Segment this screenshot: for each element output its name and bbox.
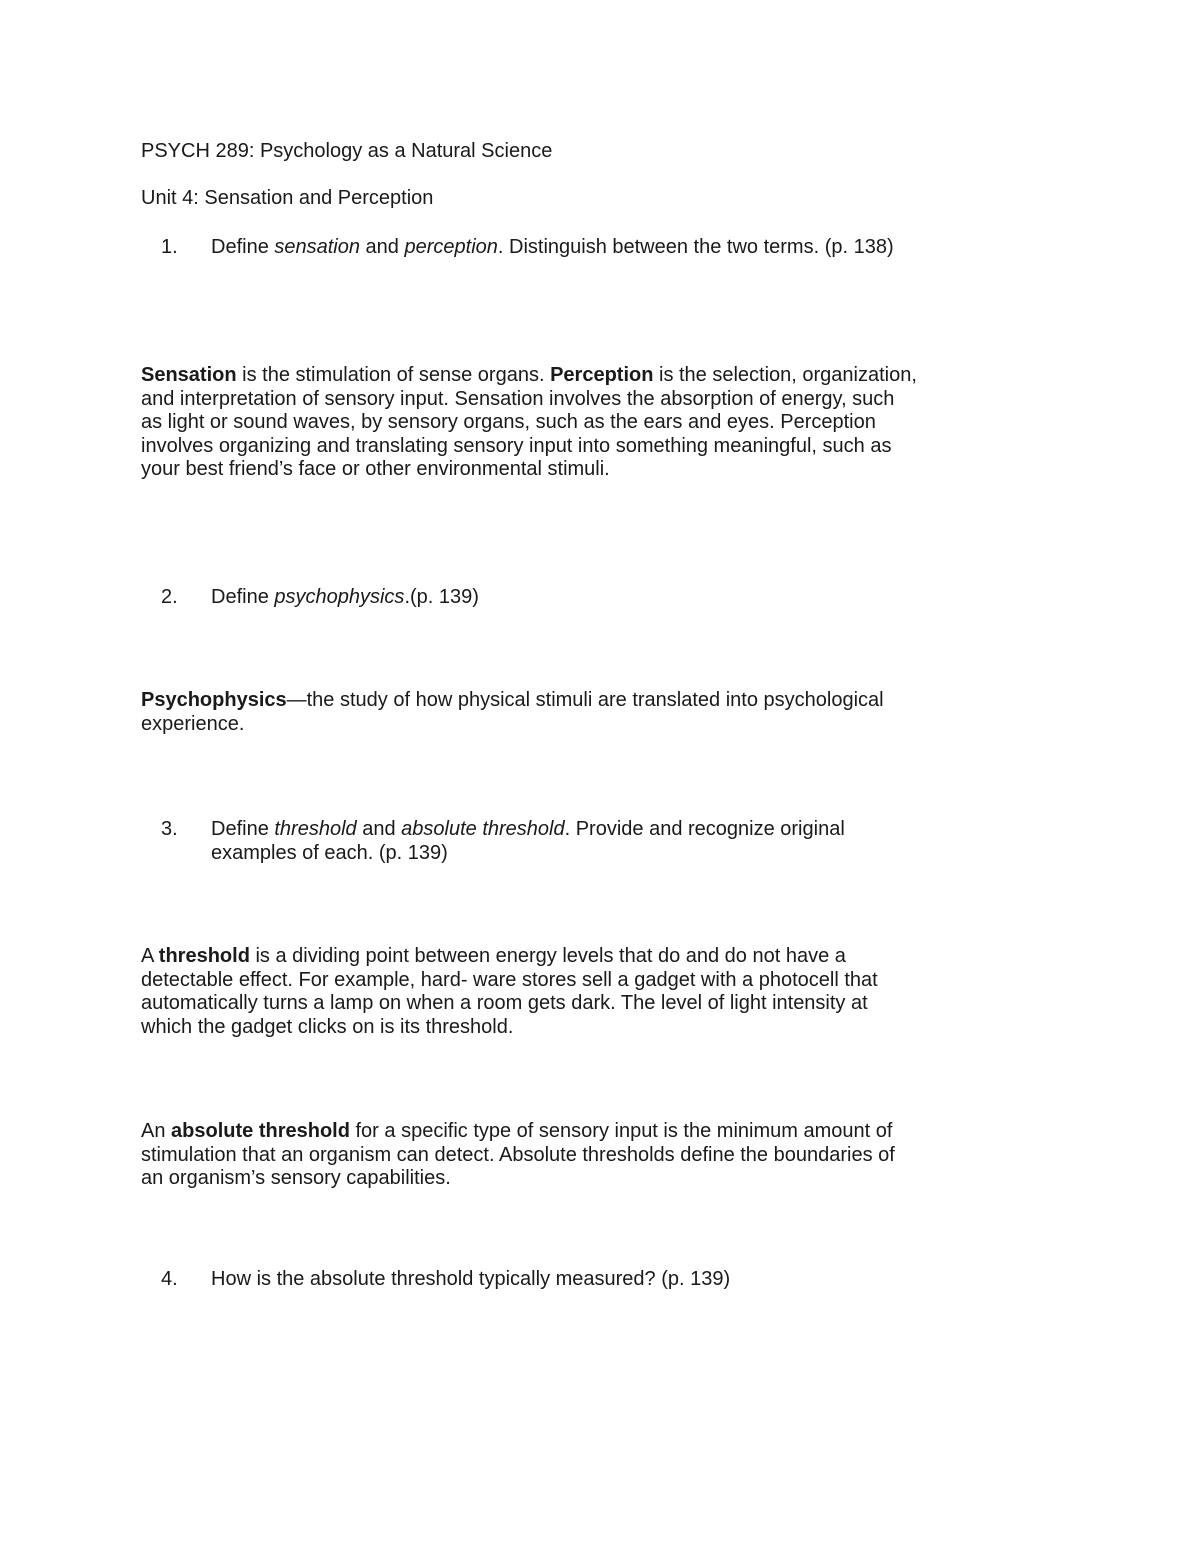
question-4 [141,1268,921,1292]
term-perception: perception [404,236,498,258]
answer-2: Psychophysics—the study of how physical stimuli are translated into psychological experience. [141,689,884,735]
answer-1: Sensation is the stimulation of sense organs. Perception is the selection, organization, and interpretation of sensory input. Sensation involves the absorption of energy, such as light or sound waves, by sensory organs, such as the ears and eyes. Perception involves organizing and translating sensory input into something meaningful, such as your best friend’s face or other environmental stimuli. [141,364,917,480]
question-text: Define threshold and absolute threshold. Provide and recognize original examples of each. (p. 139) [211,818,845,864]
question-2 [141,586,921,610]
question-number: 4. [161,1268,178,1290]
term-absolute-threshold-bold: absolute threshold [171,1120,350,1142]
term-psychophysics-bold: Psychophysics [141,689,287,711]
question-text: Define psychophysics.(p. 139) [211,586,479,608]
question-text: How is the absolute threshold typically measured? (p. 139) [211,1268,731,1290]
question-1 [141,236,921,260]
question-text: Define sensation and perception. Distinguish between the two terms. (p. 138) [211,236,894,258]
term-absolute-threshold: absolute threshold [401,818,565,840]
unit-title: Unit 4: Sensation and Perception [141,187,434,209]
term-sensation-bold: Sensation [141,364,237,386]
term-threshold: threshold [274,818,357,840]
term-psychophysics: psychophysics [274,586,405,608]
term-sensation: sensation [274,236,360,258]
term-threshold-bold: threshold [158,945,250,967]
term-perception-bold: Perception [550,364,654,386]
question-number: 1. [161,236,178,258]
answer-3-threshold: A threshold is a dividing point between energy levels that do and do not have a detectable effect. For example, hard- ware stores sell a gadget with a photocell that automatically turns a lamp on when a room gets dark. The level of light intensity at which the gadget clicks on is its threshold. [141,945,878,1038]
question-number: 3. [161,818,178,840]
course-title: PSYCH 289: Psychology as a Natural Science [141,140,553,162]
question-3 [141,818,921,865]
answer-3-absolute-threshold: An absolute threshold for a specific type of sensory input is the minimum amount of stimulation that an organism can detect. Absolute thresholds define the boundaries of an organism’s sensory capabilities. [141,1120,895,1189]
question-number: 2. [161,586,178,608]
